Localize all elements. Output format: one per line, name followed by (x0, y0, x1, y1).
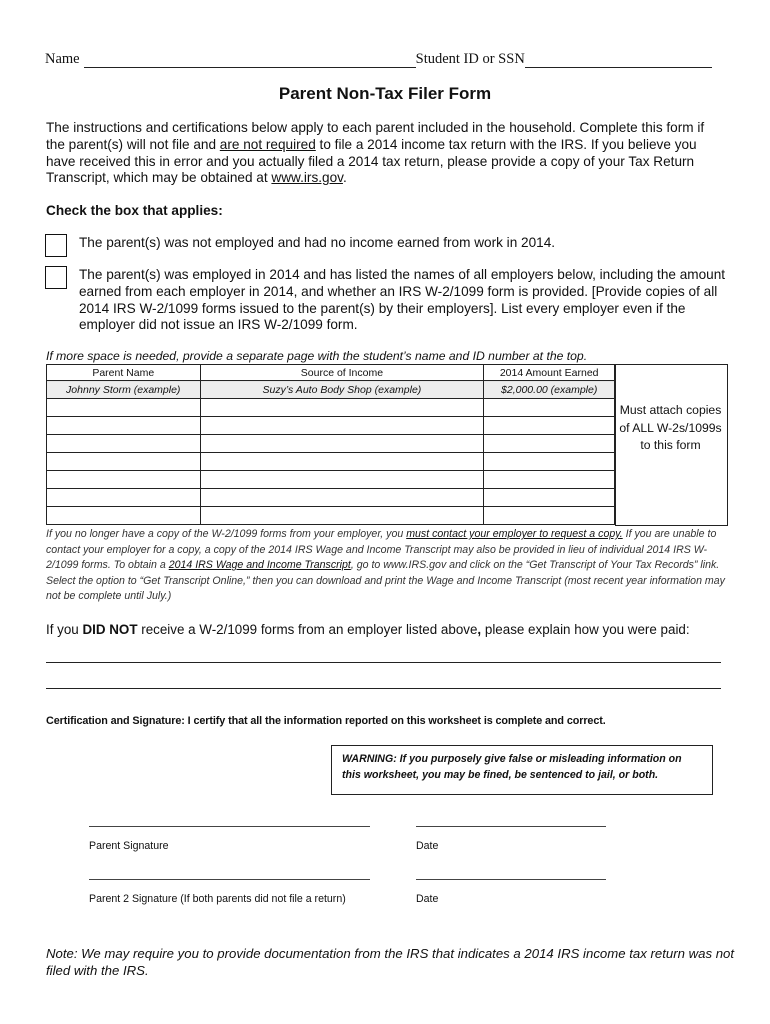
cell-amount[interactable] (484, 417, 615, 435)
example-source: Suzy’s Auto Body Shop (example) (200, 381, 484, 399)
lost-note-emphasis-1: must contact your employer to request a copy. (406, 528, 623, 540)
table-example-row (47, 381, 615, 399)
table-row (47, 507, 615, 525)
intro-paragraph (46, 120, 726, 187)
parent-signature-label: Parent Signature (89, 840, 169, 852)
cell-parent-name[interactable] (47, 435, 201, 453)
table-row (47, 453, 615, 471)
example-parent-name: Johnny Storm (example) (47, 381, 201, 399)
example-amount: $2,000.00 (example) (484, 381, 615, 399)
explanation-line-2[interactable] (46, 688, 721, 689)
cell-source[interactable] (200, 471, 484, 489)
intro-text-1: The instructions and certifications below apply to each parent included in the household. Complete this form if the parent(s) will not file and (46, 120, 705, 152)
date-line-2[interactable] (416, 879, 606, 880)
student-id-label: Student ID or SSN (415, 51, 525, 67)
lost-forms-note (46, 527, 726, 605)
checkbox-employed[interactable] (45, 266, 67, 289)
intro-text-2: to file a 2014 income tax return with the IRS. If you believe you have received this in error and you actually filed a 2014 tax return, please provide a copy of your Tax Return Transcript, which may be obtained at (46, 136, 697, 186)
checkbox-not-employed[interactable] (45, 234, 67, 257)
option-employed-label: The parent(s) was employed in 2014 and has listed the names of all employers below, including the amount earned from each employer in 2014, and whether an IRS W-2/1099 form is provided. [Provide copies of all 2014 IRS W-2/1099 forms issued to the parent(s) by their employers]. List every employer even if the employer did not issue an IRS W-2/1099 form. (79, 267, 726, 333)
cell-source[interactable] (200, 453, 484, 471)
cell-source[interactable] (200, 435, 484, 453)
name-field[interactable] (84, 53, 416, 68)
cell-source[interactable] (200, 399, 484, 417)
cell-amount[interactable] (484, 489, 615, 507)
cell-source[interactable] (200, 417, 484, 435)
student-id-field[interactable] (525, 53, 712, 68)
lost-note-emphasis-2: 2014 IRS Wage and Income Transcript (168, 559, 351, 572)
intro-underlined: are not required (219, 136, 316, 152)
table-row (47, 417, 615, 435)
did-not-text-1: If you (46, 622, 83, 637)
date-label-1: Date (416, 840, 439, 852)
name-label: Name (45, 51, 80, 67)
more-space-note: If more space is needed, provide a separate page with the student’s name and ID number at the top. (46, 349, 588, 363)
date-line-1[interactable] (416, 826, 606, 827)
check-heading: Check the box that applies: (46, 203, 223, 218)
cell-source[interactable] (200, 507, 484, 525)
cell-amount[interactable] (484, 471, 615, 489)
attach-note: Must attach copies of ALL W-2s/1099s to this form (619, 403, 722, 452)
option-not-employed-label: The parent(s) was not employed and had no income earned from work in 2014. (79, 235, 556, 250)
lost-note-text-2: If you are unable to contact your employer for a copy, a copy of the 2014 IRS Wage and Income Transcript may also be provided in lieu of individual 2014 IRS W-2/1099 forms. To obtain a (46, 528, 717, 572)
certification-statement: Certification and Signature: I certify that all the information reported on this worksheet is complete and correct. (46, 715, 606, 727)
cell-amount[interactable] (484, 399, 615, 417)
cell-parent-name[interactable] (47, 453, 201, 471)
cell-amount[interactable] (484, 453, 615, 471)
cell-source[interactable] (200, 489, 484, 507)
cell-parent-name[interactable] (47, 489, 201, 507)
table-header-row (47, 365, 615, 381)
table-row (47, 489, 615, 507)
warning-text: WARNING: If you purposely give false or misleading information on this worksheet, you may be fined, be sentenced to jail, or both. (342, 753, 682, 781)
col-header-parent-name: Parent Name (47, 365, 201, 381)
parent2-signature-line[interactable] (89, 879, 370, 880)
table-row (47, 471, 615, 489)
parent2-signature-label: Parent 2 Signature (If both parents did not file a return) (89, 893, 346, 905)
cell-parent-name[interactable] (47, 471, 201, 489)
name-id-row (45, 46, 725, 68)
did-not-text-2: receive a W-2/1099 forms from an employer listed above (137, 622, 478, 637)
explanation-line-1[interactable] (46, 662, 721, 663)
cell-parent-name[interactable] (47, 399, 201, 417)
did-not-text-3: please explain how you were paid: (481, 622, 690, 637)
parent-signature-line[interactable] (89, 826, 370, 827)
cell-parent-name[interactable] (47, 417, 201, 435)
cell-parent-name[interactable] (47, 507, 201, 525)
cell-amount[interactable] (484, 507, 615, 525)
did-not-bold: DID NOT (82, 622, 138, 637)
footer-note: Note: We may require you to provide documentation from the IRS that indicates a 2014 IRS income tax return was not filed with the IRS. (46, 946, 735, 978)
page-title: Parent Non-Tax Filer Form (278, 84, 492, 103)
intro-text-3: . (342, 170, 347, 186)
col-header-source-income: Source of Income (200, 365, 484, 381)
lost-note-text-3: , go to www.IRS.gov and click on the “Get Transcript of Your Tax Records” link. Select the option to “Get Transcript Online,” then you can download and print the Wage and Income Transcript (most recent year information may not be complete until July.) (46, 559, 725, 603)
did-not-comma: , (477, 622, 482, 637)
employer-table (46, 364, 615, 525)
lost-note-text-1: If you no longer have a copy of the W-2/1099 forms from your employer, you (46, 528, 407, 540)
col-header-amount: 2014 Amount Earned (484, 365, 615, 381)
table-row (47, 399, 615, 417)
date-label-2: Date (416, 893, 439, 905)
table-row (47, 435, 615, 453)
did-not-receive-question (46, 622, 690, 637)
irs-link[interactable]: www.irs.gov (271, 170, 343, 186)
cell-amount[interactable] (484, 435, 615, 453)
